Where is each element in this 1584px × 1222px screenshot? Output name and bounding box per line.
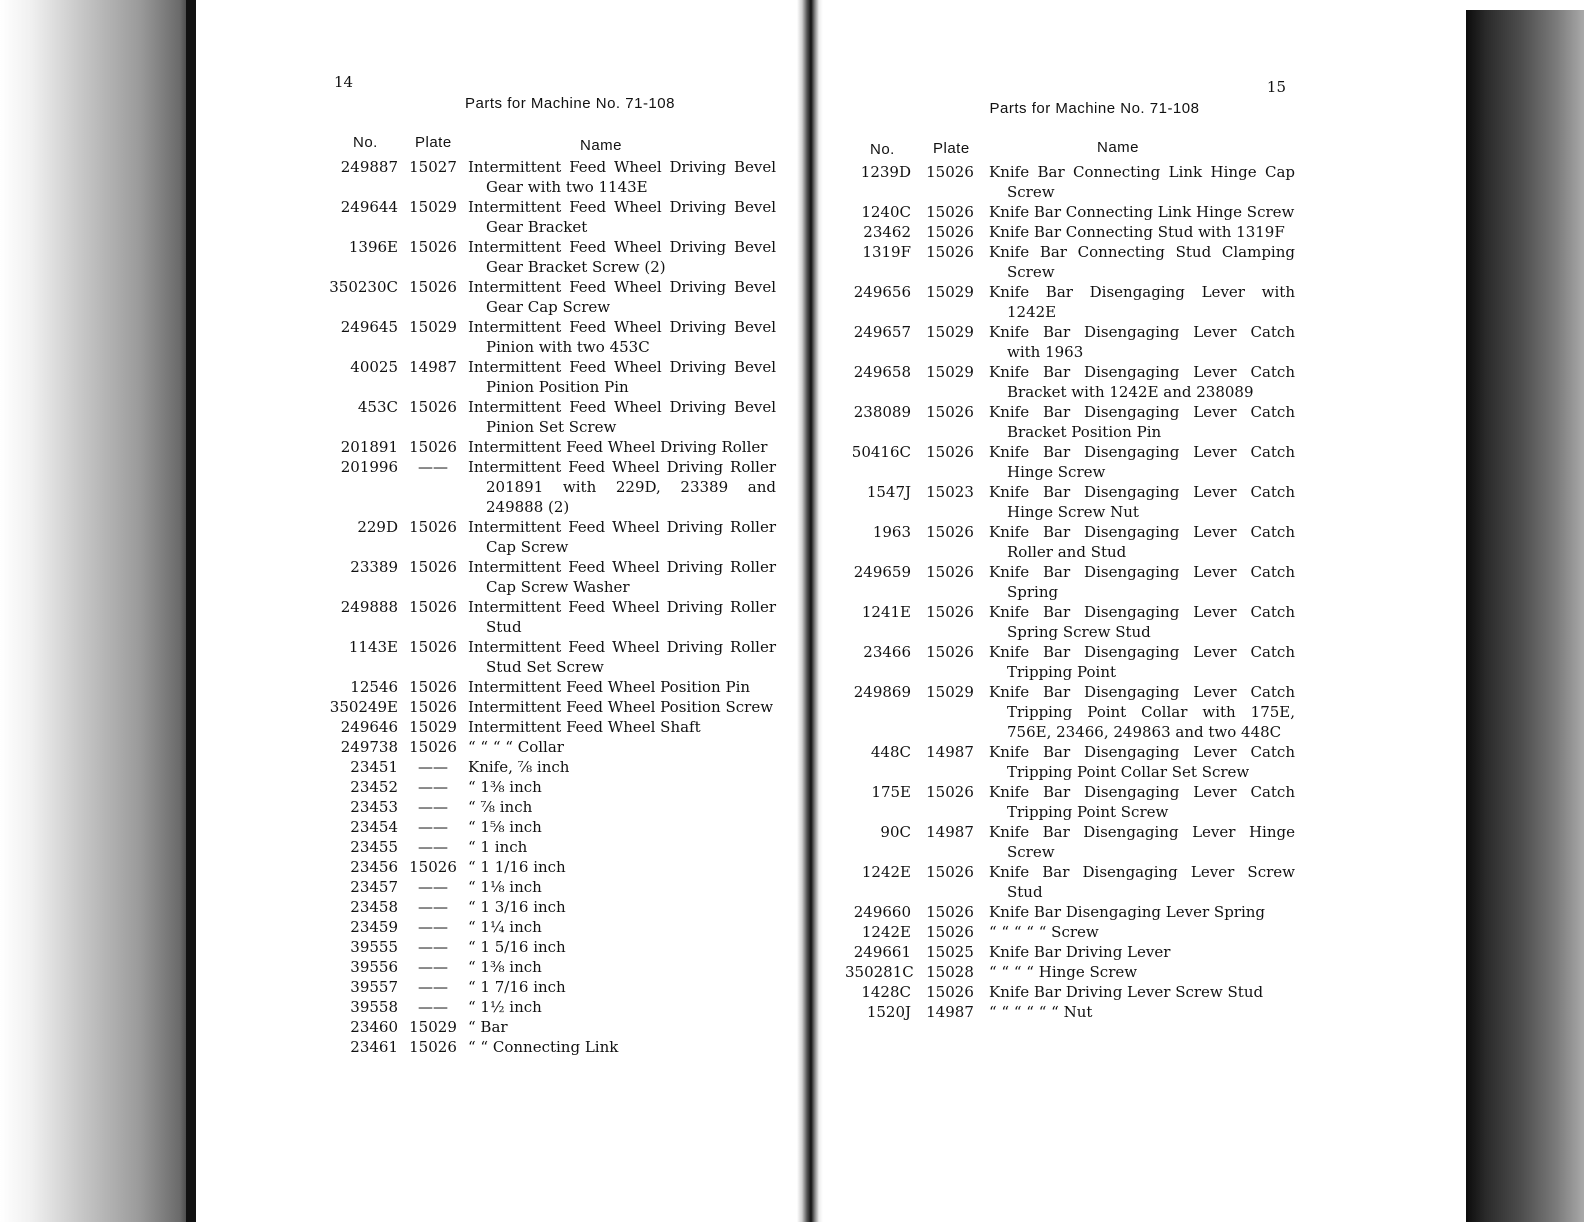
part-row <box>845 522 1300 562</box>
part-number: 249887 <box>340 158 398 176</box>
plate-number: 15026 <box>926 863 974 881</box>
plate-number: 15026 <box>409 518 457 536</box>
part-number: 350249E <box>329 698 398 716</box>
column-header-plate: Plate <box>933 140 970 157</box>
part-row <box>845 862 1300 902</box>
part-name: Knife Bar Disengaging Lever Screw Stud <box>989 863 1295 901</box>
part-number: 249888 <box>340 598 398 616</box>
part-number: 201891 <box>340 438 398 456</box>
part-number: 249738 <box>340 738 398 756</box>
part-number: 39557 <box>350 978 398 996</box>
part-name: “ 1¼ inch <box>468 918 542 936</box>
plate-number: 15026 <box>926 643 974 661</box>
part-number: 1963 <box>872 523 911 541</box>
part-number: 1239D <box>860 163 911 181</box>
part-row <box>320 957 780 977</box>
part-name: “ “ Connecting Link <box>468 1038 619 1056</box>
part-name: “ “ “ “ Collar <box>468 738 564 756</box>
part-name: Knife Bar Disengaging Lever Hinge Screw <box>989 823 1295 861</box>
part-name: Knife Bar Disengaging Lever Catch Tripping Point Screw <box>989 783 1295 821</box>
plate-number: —— <box>418 978 448 996</box>
plate-number: 15028 <box>926 963 974 981</box>
part-row <box>320 897 780 917</box>
plate-number: —— <box>418 998 448 1016</box>
part-name: “ 1⅜ inch <box>468 958 542 976</box>
part-name: “ 1½ inch <box>468 998 542 1016</box>
part-name: Intermittent Feed Wheel Driving Roller Stud Set Screw <box>468 638 776 676</box>
part-row <box>320 457 780 517</box>
plate-number: 15029 <box>926 363 974 381</box>
plate-number: 15029 <box>409 318 457 336</box>
part-number: 90C <box>880 823 911 841</box>
part-row <box>845 962 1300 982</box>
part-row <box>845 322 1300 362</box>
part-name: “ “ “ “ Hinge Screw <box>989 963 1138 981</box>
part-name: Knife Bar Connecting Link Hinge Cap Screw <box>989 163 1295 201</box>
part-row <box>320 757 780 777</box>
plate-number: —— <box>418 938 448 956</box>
part-name: “ 1 3/16 inch <box>468 898 566 916</box>
part-row <box>320 597 780 637</box>
part-row <box>320 317 780 357</box>
part-number: 23451 <box>350 758 398 776</box>
part-number: 249660 <box>853 903 911 921</box>
part-row <box>845 442 1300 482</box>
part-row <box>845 602 1300 642</box>
plate-number: 15026 <box>926 983 974 1001</box>
plate-number: 15026 <box>409 698 457 716</box>
part-number: 23452 <box>350 778 398 796</box>
part-row <box>320 937 780 957</box>
part-number: 23453 <box>350 798 398 816</box>
plate-number: —— <box>418 798 448 816</box>
page-title: Parts for Machine No. 71-108 <box>989 100 1200 117</box>
plate-number: —— <box>418 818 448 836</box>
plate-number: 15029 <box>409 1018 457 1036</box>
part-row <box>845 222 1300 242</box>
part-row <box>320 637 780 677</box>
part-number: 12546 <box>350 678 398 696</box>
part-name: Knife, ⅞ inch <box>468 758 570 776</box>
part-name: Intermittent Feed Wheel Driving Bevel Pinion Set Screw <box>468 398 776 436</box>
plate-number: 15026 <box>409 558 457 576</box>
plate-number: 15026 <box>409 238 457 256</box>
page-number: 15 <box>1266 78 1286 96</box>
part-number: 249644 <box>340 198 398 216</box>
part-number: 238089 <box>853 403 911 421</box>
plate-number: 15026 <box>926 603 974 621</box>
part-row <box>845 642 1300 682</box>
plate-number: 15027 <box>409 158 457 176</box>
part-row <box>845 282 1300 322</box>
plate-number: —— <box>418 758 448 776</box>
part-row <box>845 162 1300 202</box>
right-page <box>845 0 1300 1222</box>
plate-number: 15026 <box>409 678 457 696</box>
part-name: Intermittent Feed Wheel Driving Roller Cap Screw Washer <box>468 558 776 596</box>
part-number: 1240C <box>861 203 911 221</box>
part-number: 1319F <box>862 243 911 261</box>
column-header-no: No. <box>870 141 895 158</box>
part-number: 1428C <box>861 983 911 1001</box>
part-name: “ 1 5/16 inch <box>468 938 566 956</box>
part-row <box>320 817 780 837</box>
plate-number: —— <box>418 898 448 916</box>
part-row <box>845 1002 1300 1022</box>
part-row <box>845 562 1300 602</box>
plate-number: 15026 <box>926 243 974 261</box>
left-page <box>320 0 780 1222</box>
plate-number: 15026 <box>926 903 974 921</box>
part-name: Knife Bar Connecting Stud Clamping Screw <box>989 243 1295 281</box>
part-row <box>845 942 1300 962</box>
plate-number: 15029 <box>409 718 457 736</box>
part-row <box>320 717 780 737</box>
parts-list <box>845 162 1300 1022</box>
part-name: Knife Bar Disengaging Lever Catch Spring <box>989 563 1295 601</box>
part-name: Knife Bar Disengaging Lever Catch Tripping Point Collar with 175E, 756E, 23466, 249863 and two 448C <box>989 683 1295 741</box>
plate-number: 15026 <box>409 398 457 416</box>
part-row <box>320 437 780 457</box>
plate-number: 15029 <box>409 198 457 216</box>
plate-number: 15026 <box>409 438 457 456</box>
column-header-name: Name <box>580 137 623 154</box>
part-name: Intermittent Feed Wheel Driving Roller <box>468 438 768 456</box>
part-name: “ 1⅝ inch <box>468 818 542 836</box>
part-row <box>845 242 1300 282</box>
part-row <box>845 482 1300 522</box>
part-row <box>320 1037 780 1057</box>
part-number: 23456 <box>350 858 398 876</box>
part-number: 249645 <box>340 318 398 336</box>
part-row <box>320 557 780 597</box>
part-name: Knife Bar Disengaging Lever Catch Spring Screw Stud <box>989 603 1295 641</box>
part-number: 350230C <box>329 278 398 296</box>
plate-number: —— <box>418 778 448 796</box>
part-name: “ 1⅜ inch <box>468 778 542 796</box>
part-number: 23462 <box>863 223 911 241</box>
left-book-edge <box>0 0 196 1222</box>
part-number: 1547J <box>866 483 911 501</box>
part-row <box>845 902 1300 922</box>
part-name: “ “ “ “ “ “ Nut <box>989 1003 1093 1021</box>
part-number: 453C <box>357 398 398 416</box>
part-row <box>320 997 780 1017</box>
plate-number: 15029 <box>926 323 974 341</box>
plate-number: —— <box>418 838 448 856</box>
plate-number: 15026 <box>926 203 974 221</box>
part-name: Intermittent Feed Wheel Driving Bevel Pinion Position Pin <box>468 358 776 396</box>
part-row <box>320 917 780 937</box>
part-name: Knife Bar Disengaging Lever Catch Tripping Point <box>989 643 1295 681</box>
part-name: “ 1 1/16 inch <box>468 858 566 876</box>
part-number: 23455 <box>350 838 398 856</box>
part-row <box>320 1017 780 1037</box>
plate-number: 15026 <box>926 523 974 541</box>
book-gutter <box>797 0 823 1222</box>
plate-number: 14987 <box>926 823 974 841</box>
part-number: 23461 <box>350 1038 398 1056</box>
part-name: Knife Bar Disengaging Lever Catch with 1963 <box>989 323 1295 361</box>
part-number: 39555 <box>350 938 398 956</box>
part-row <box>320 397 780 437</box>
plate-number: 15026 <box>926 443 974 461</box>
plate-number: 15026 <box>926 923 974 941</box>
column-header-no: No. <box>353 134 378 151</box>
plate-number: 15026 <box>409 738 457 756</box>
part-number: 175E <box>871 783 911 801</box>
part-row <box>845 682 1300 742</box>
plate-number: —— <box>418 918 448 936</box>
part-name: Intermittent Feed Wheel Driving Roller 201891 with 229D, 23389 and 249888 (2) <box>468 458 776 516</box>
part-row <box>320 857 780 877</box>
part-row <box>845 202 1300 222</box>
part-number: 448C <box>870 743 911 761</box>
part-name: Knife Bar Driving Lever Screw Stud <box>989 983 1264 1001</box>
part-name: Intermittent Feed Wheel Shaft <box>468 718 701 736</box>
part-name: Knife Bar Driving Lever <box>989 943 1171 961</box>
plate-number: 14987 <box>926 1003 974 1021</box>
part-name: Knife Bar Disengaging Lever Catch Roller and Stud <box>989 523 1295 561</box>
part-name: Knife Bar Disengaging Lever Catch Hinge Screw Nut <box>989 483 1295 521</box>
part-name: Knife Bar Disengaging Lever Catch Tripping Point Collar Set Screw <box>989 743 1295 781</box>
part-name: Intermittent Feed Wheel Driving Bevel Gear with two 1143E <box>468 158 776 196</box>
part-name: Intermittent Feed Wheel Driving Bevel Pinion with two 453C <box>468 318 776 356</box>
part-name: “ 1 7/16 inch <box>468 978 566 996</box>
part-number: 249646 <box>340 718 398 736</box>
part-row <box>320 777 780 797</box>
part-row <box>845 742 1300 782</box>
part-row <box>320 797 780 817</box>
part-row <box>845 822 1300 862</box>
part-name: Intermittent Feed Wheel Driving Bevel Gear Bracket <box>468 198 776 236</box>
part-row <box>845 402 1300 442</box>
part-name: “ Bar <box>468 1018 508 1036</box>
plate-number: 15026 <box>926 563 974 581</box>
part-row <box>320 737 780 757</box>
part-number: 249657 <box>853 323 911 341</box>
plate-number: —— <box>418 878 448 896</box>
part-name: “ 1 inch <box>468 838 528 856</box>
plate-number: —— <box>418 458 448 476</box>
part-number: 23389 <box>350 558 398 576</box>
plate-number: 14987 <box>926 743 974 761</box>
plate-number: 15026 <box>409 858 457 876</box>
part-name: Knife Bar Disengaging Lever Catch Bracket with 1242E and 238089 <box>989 363 1295 401</box>
plate-number: 15023 <box>926 483 974 501</box>
part-row <box>320 837 780 857</box>
part-row <box>320 237 780 277</box>
part-number: 23457 <box>350 878 398 896</box>
part-row <box>320 197 780 237</box>
part-number: 249661 <box>853 943 911 961</box>
part-row <box>845 362 1300 402</box>
part-name: “ 1⅛ inch <box>468 878 542 896</box>
part-name: “ “ “ “ “ Screw <box>989 923 1099 941</box>
part-row <box>320 697 780 717</box>
plate-number: 15029 <box>926 283 974 301</box>
part-name: Intermittent Feed Wheel Driving Roller Stud <box>468 598 776 636</box>
part-number: 23454 <box>350 818 398 836</box>
part-number: 50416C <box>851 443 911 461</box>
plate-number: 15026 <box>926 163 974 181</box>
part-number: 23458 <box>350 898 398 916</box>
plate-number: —— <box>418 958 448 976</box>
part-number: 249658 <box>853 363 911 381</box>
part-name: Knife Bar Disengaging Lever with 1242E <box>989 283 1295 321</box>
part-row <box>320 357 780 397</box>
part-number: 39558 <box>350 998 398 1016</box>
part-row <box>845 782 1300 822</box>
part-number: 40025 <box>350 358 398 376</box>
plate-number: 15026 <box>926 223 974 241</box>
parts-list <box>320 157 780 1057</box>
part-name: Knife Bar Connecting Stud with 1319F <box>989 223 1285 241</box>
part-row <box>320 977 780 997</box>
part-row <box>320 157 780 197</box>
plate-number: 15026 <box>409 1038 457 1056</box>
part-name: Knife Bar Disengaging Lever Catch Bracket Position Pin <box>989 403 1295 441</box>
page-title: Parts for Machine No. 71-108 <box>465 95 675 112</box>
part-number: 229D <box>357 518 398 536</box>
column-header-plate: Plate <box>415 134 452 151</box>
part-number: 39556 <box>350 958 398 976</box>
part-row <box>845 982 1300 1002</box>
part-row <box>320 277 780 317</box>
plate-number: 15025 <box>926 943 974 961</box>
part-name: Intermittent Feed Wheel Position Screw <box>468 698 774 716</box>
right-book-edge <box>1466 10 1584 1222</box>
part-row <box>320 877 780 897</box>
plate-number: 15026 <box>926 783 974 801</box>
plate-number: 15026 <box>409 598 457 616</box>
part-number: 23466 <box>863 643 911 661</box>
part-name: Intermittent Feed Wheel Position Pin <box>468 678 751 696</box>
part-row <box>320 677 780 697</box>
part-row <box>845 922 1300 942</box>
part-name: Knife Bar Connecting Link Hinge Screw <box>989 203 1295 221</box>
part-number: 1242E <box>861 923 911 941</box>
part-number: 1241E <box>861 603 911 621</box>
part-number: 350281C <box>845 963 914 981</box>
plate-number: 15026 <box>409 278 457 296</box>
part-number: 1520J <box>866 1003 911 1021</box>
plate-number: 15026 <box>926 403 974 421</box>
part-row <box>320 517 780 557</box>
part-name: Knife Bar Disengaging Lever Catch Hinge Screw <box>989 443 1295 481</box>
part-number: 201996 <box>340 458 398 476</box>
part-number: 23460 <box>350 1018 398 1036</box>
part-number: 249659 <box>853 563 911 581</box>
column-header-name: Name <box>1097 139 1140 156</box>
part-number: 249656 <box>853 283 911 301</box>
page-number: 14 <box>334 73 354 91</box>
part-name: Knife Bar Disengaging Lever Spring <box>989 903 1266 921</box>
part-name: “ ⅞ inch <box>468 798 533 816</box>
part-number: 1143E <box>348 638 398 656</box>
part-number: 249869 <box>853 683 911 701</box>
plate-number: 14987 <box>409 358 457 376</box>
part-name: Intermittent Feed Wheel Driving Bevel Gear Cap Screw <box>468 278 776 316</box>
part-name: Intermittent Feed Wheel Driving Bevel Gear Bracket Screw (2) <box>468 238 776 276</box>
part-name: Intermittent Feed Wheel Driving Roller Cap Screw <box>468 518 776 556</box>
part-number: 23459 <box>350 918 398 936</box>
plate-number: 15026 <box>409 638 457 656</box>
plate-number: 15029 <box>926 683 974 701</box>
part-number: 1242E <box>861 863 911 881</box>
part-number: 1396E <box>348 238 398 256</box>
